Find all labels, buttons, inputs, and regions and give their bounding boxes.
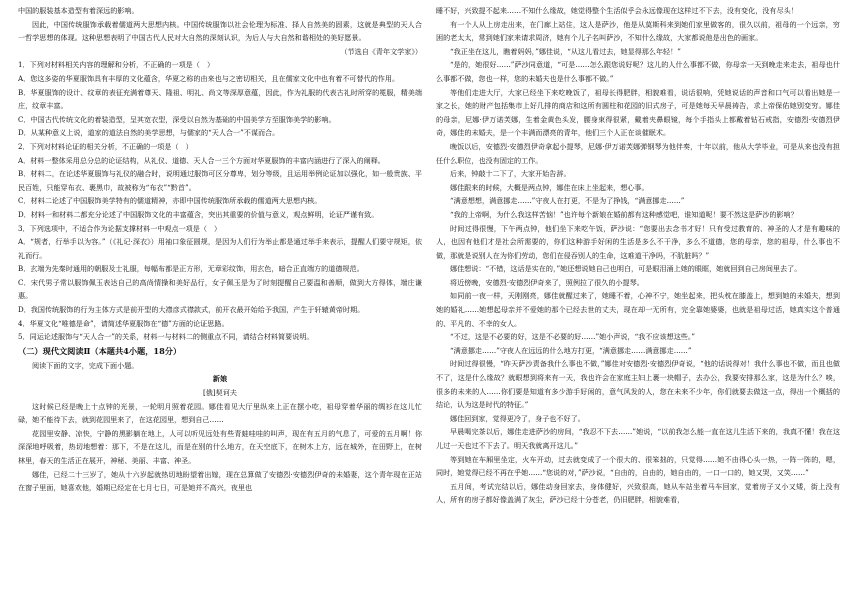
- option-2b: B．材料二，在论述华夏服饰与礼仪的融合时，说明通过服饰可区分尊卑，划分等级，且运用举例论证加以强化，如一般贵族、平民百姓，只能穿布衣、裹黑巾，故被称为“布衣”“黔首”。: [18, 169, 422, 192]
- story-paragraph: 等他们走进大厅，大家已经坐下来吃晚饭了，祖母长得肥胖，相貌难看，说话很响，凭她说话的声音和口气可以看出她是一家之长，她的财产包括集市上好几排的商店和这所有圆柱和花园的旧式房子，可是她每天早晨祷告，求上帝保佑她别变穷。娜佳的母亲，尼娜·伊万诺芙娜，生着金黄色头发，腰身束得很紧，戴着夹鼻眼镜，每个手指头上都戴着钻石戒指，安德烈·安德烈伊奇，娜佳的未婚夫，是一个丰满而漂亮的青年，他们三个人正在谈催眠术。: [436, 87, 840, 138]
- option-1d: D．从某种意义上说，道家的道法自然的美学思想，与儒家的“天人合一”不谋而合。: [18, 128, 280, 138]
- question-3: 3．下列选项中，不适合作为论据支撑材料一中观点一项是（ ）: [18, 223, 222, 233]
- story-paragraph: 等到她在车厢里坐定，火车开动，过去就变成了一个很大的、很笨拙的，只觉得……她不由得心头一热，一阵一阵的，嗯，同时，她觉得已经不再在乎她……“您说的对，”萨沙说，“自由的，自由的，她自由的，一口一口的，她又哭，又笑……”: [436, 454, 840, 478]
- source-citation: （节选自《青年文学家》）: [340, 46, 422, 56]
- story-paragraph: “我正坐在这儿，瞧着妈妈，”娜佳说，“从这儿看过去，她显得那么年轻！”: [450, 46, 681, 56]
- story-paragraph: 后来，钟敲十二下了，大家开始告辞。: [450, 169, 571, 179]
- question-2: 2．下列对材料论证的相关分析，不正确的一项是（ ）: [18, 141, 193, 151]
- story-paragraph: 五月间，考试完结以后，娜佳动身回家去，身体健好，兴致很高，她从车站坐着马车回家，觉着房子又小又矮，街上没有人，所有的房子都好像盖满了灰尘，萨沙已经十分苍老，仍旧肥胖，相貌难看，: [436, 481, 840, 505]
- story-paragraph: “我的上帝啊，为什么我这样苦恼！”也许每个新娘在婚前都有这种感觉吧，谁知道呢！要不然这是萨沙的影响？: [450, 209, 798, 219]
- option-2a: A．材料一整体采用总分总的论证结构，从礼仪、道德、天人合一三个方面对华夏服饰的丰富内涵进行了深入的阐释。: [18, 155, 385, 165]
- section-heading: （二）现代文阅读Ⅱ（本题共4小题，18分）: [18, 345, 182, 356]
- story-paragraph: “满意想想，满意挪走……”守夜人在打更，不是为了挣钱，“满意挪走……”: [450, 196, 685, 206]
- story-paragraph: 时间过得很慢，下午两点钟，他们坐下来吃午饭，萨沙说：“您要出去念书才好！只有受过教育的、神圣的人才是有趣味的人，也因有他们才是社会所需要的，你们这种游手好闲的生活是多么不干净，多么不道德，您的母亲，您的祖母，什么事也不做，那就是说别人在为你们劳动，您们在侵吞别人的生命，这难道干净吗，不肮脏吗？”: [436, 223, 840, 260]
- story-paragraph: 早晨喝完茶以后，娜佳走进萨沙的房间，“我忍不下去……”她说，“以前我怎么能一直在这儿生活下来的，我真不懂！我在这儿过一天也过不下去了。明天我就离开这儿。”: [436, 427, 840, 450]
- story-paragraph: 时间过得很慢，“昨天萨沙责备我什么事也不做，”娜佳对安德烈·安德烈伊奇说，“他的话说得对！我什么事也不做，而且也做不了，这是什么缘故？就眼想到将来有一天，我也许会在家庭主妇上裹一块帽子，去办公，我要安排那么家，这是为什么？唉，很多的未来的人……你们要是知道有多少游手好闲的，意气风发的人，您在未来不少年，你们就要去做这一点，得出一个概括的结论，认为这是时代的特征。”: [436, 359, 840, 410]
- story-paragraph: 将近傍晚，安德烈·安德烈伊奇来了，照例拉了很久的小提琴。: [450, 277, 644, 287]
- paragraph: 因此，中国传统服饰承载着儒道两大思想内核。中国传统服饰以社会伦理为标准、择人自然美的固素，这就是典型的天人合一哲学思想的体现。这种思想表明了中国古代人民对大自然的深刻认识，为后人与大自然和谐相处的美好愿景。: [18, 19, 422, 43]
- story-author: [俄]契诃夫: [203, 388, 237, 398]
- story-paragraph: 娜佳，已经二十三岁了，她从十六岁起就热切地盼望着出嫁，现在总算做了安德烈·安德烈伊奇的未婚妻，这个青年现在正站在窗子里面，她喜欢他，婚期已经定在七月七日，可是她并不高兴，夜里也: [18, 469, 422, 493]
- story-paragraph: 娜佳跟来的时候，大概是两点钟，娜佳在床上坐起来，想心事。: [450, 182, 649, 192]
- left-column: [18, 4, 422, 604]
- option-3c: C．宋代男子常以服饰佩玉表达自己的高尚情操和美好品行，女子佩玉是为了时刻提醒自己要温和善顺，做到大方得体，端庄谦惠。: [18, 277, 422, 301]
- story-paragraph: 睡不好，兴致提不起来……不知什么缘故，她觉得整个生活似乎会永远像现在这样过不下去，没有变化，没有尽头！: [436, 6, 798, 15]
- option-1c: C．中国古代传统文化的着装造型，呈其宽衣型，深受以自然为基础的中国美学方至服饰美学的影响。: [18, 114, 336, 124]
- option-3d: D．我国传统服饰的行为主体方式是前开型的大襟彦式襟款式，前开衣最开始给予我国，产生于轩辕黄帝时期。: [18, 305, 365, 315]
- paragraph: 中国的服装基本造型有着深远的影响。: [18, 6, 139, 15]
- story-paragraph: “不过，这是不必要的好，这是不必要的好……”她小声说，“我不应该想这些。”: [450, 332, 696, 342]
- story-paragraph: 如同前一夜一样，天刚刚亮，娜佳就醒过来了，她睡不着，心神不宁，她坐起来，把头枕在膝盖上，想到她的未婚夫，想到她的婚礼……她想起母亲并不爱她的那个已经去世的丈夫，现在却一无所有，完全靠她婆婆，也就是祖母过活，她真实这个普通的、平凡的、不幸的女人。: [436, 291, 840, 328]
- question-4: 4．华夏文化“唯德是命”，请简述华夏服饰在“德”方面的论证思路。: [18, 318, 229, 328]
- question-1: 1．下列对材料相关内容的理解和分析，不正确的一项是（ ）: [18, 60, 215, 70]
- story-paragraph: “满意挪走……”守夜人在远远的什么地方打更，“满意挪走……满意挪走……”: [450, 345, 692, 355]
- story-paragraph: 这时候已经是晚上十点钟的光景，一轮明月照着花园。娜佳看见大厅里纵来上正在摆小吃，祖母穿着华丽的绸衫在这儿忙碌，她不能待下去，就到花园里来了，在这花园里，想到自己……: [18, 401, 422, 425]
- option-3b: B．玄端为先秦时通用的朝服及士礼服，每幅布都是正方形，无章彩纹饰，用玄色，暗合正直端方的道德规范。: [18, 264, 364, 274]
- option-3a: A．“规者，行举手以为容。”（《礼记·深衣》）用袖口象征圆规，是因为人们行为举止都是通过举手来表示，提醒人们要守规矩，依礼而行。: [18, 237, 422, 260]
- story-title: 新娘: [212, 374, 228, 384]
- story-paragraph: 有一个人从上房走出来，在门廊上站住，这人是萨沙，他是从莫斯科来到她们家里做客的，很久以前，祖母的一个远亲，穷困的老太太，常到她们家来请求周济，她有个儿子名叫萨沙，不知什么缘故，大家都说他是出色的画家。: [436, 19, 840, 43]
- option-2d: D．材料一和材料二都充分论述了中国服饰文化的丰富蕴含，突出其重要的价值与意义，观点鲜明，论证严谨有致。: [18, 209, 379, 219]
- story-paragraph: 娜佳回到家，觉得更冷了，身子也不好了。: [450, 413, 585, 423]
- story-paragraph: 晚饭以后，安德烈·安德烈伊奇拿起小提琴，尼娜·伊万诺芙娜弹钢琴为他伴奏，十年以前，他从大学毕业，可是从来也没有担任什么职位，也没有固定的工作。: [436, 141, 840, 165]
- instructions: 阅读下面的文字，完成下面小题。: [32, 360, 139, 370]
- story-paragraph: 花园里安静、凉快，宁静的黑影躺在地上，人可以听见远处有些青蛙哇哇的叫声，现在有五月的气息了，可爱的五月啊！你深深地呼吸着，热切地想着：那下，不是在这儿，而是在别的什么地方，在天空底下，在树木上方，远在城外，在田野上，在树林里，春天的生活正在展开，神秘、美丽、丰富、神圣。: [18, 428, 422, 465]
- option-2c: C．材料二论述了中国服饰美学特有的儒道精神，亦即中国传统服饰所承载的儒道两大思想内核。: [18, 196, 322, 206]
- story-paragraph: “是的，她很好……”萨沙同意道，“可是……怎么跟您说好呢？这儿的人什么事都不做，你母亲一天到晚走来走去，祖母也什么事都不做，您也一样，您的未婚夫也是什么事都不做。”: [436, 60, 840, 83]
- option-1b: B．华夏服饰的设计、纹章的表征充满着尊天、隆祖、明礼、尚文等深厚意蕴，因此，作为礼服的代表古礼时所穿的冕服，精美端庄，纹章丰富。: [18, 87, 422, 111]
- right-column: [436, 4, 840, 604]
- question-5: 5．同运论述服饰与“天人合一”的关系，材料一与材料二的侧重点不同，请结合材料简要说明。: [18, 332, 314, 342]
- story-paragraph: 娜佳想说：“不错，这话是实在的，”她还想说她自己也明白，可是眼泪涌上她的眼眶，她就回到自己房间里去了。: [450, 264, 802, 274]
- option-1a: A．您这多姿的华夏服饰具有丰厚的文化蕴含，华夏之称的由来也与之密切相关，且在儒家文化中也有着不可替代的作用。: [18, 73, 400, 83]
